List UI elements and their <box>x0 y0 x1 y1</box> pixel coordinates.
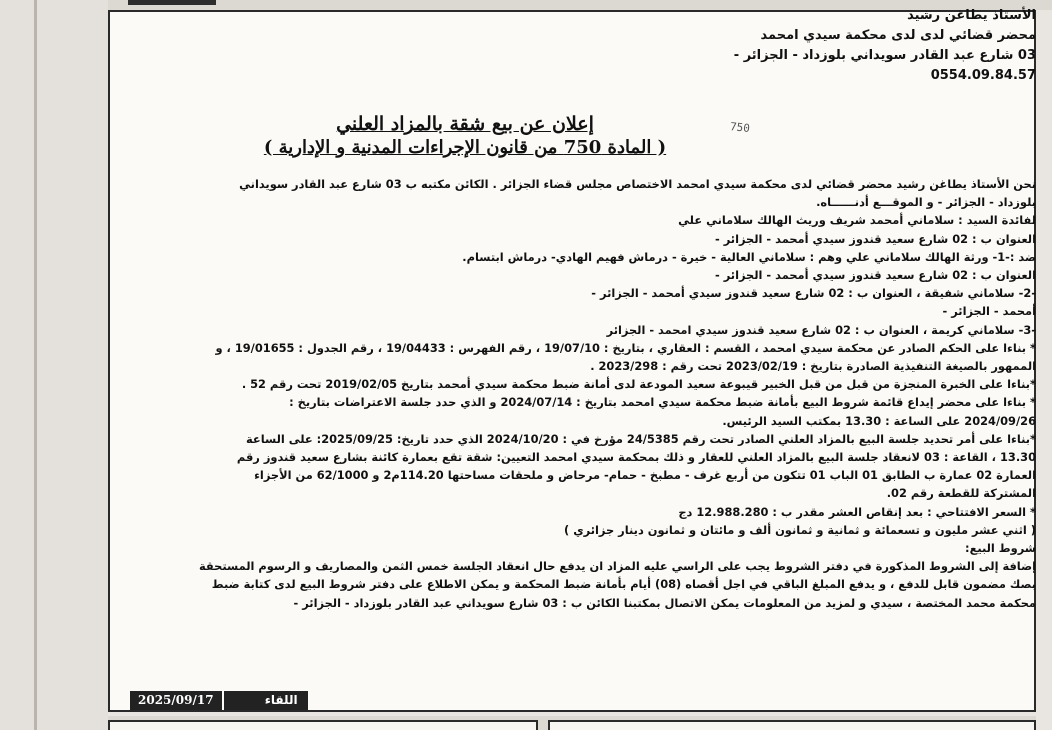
bailiff-address: 03 شارع عبد القادر سويداني بلوزداد - الجزائر - <box>733 48 1036 63</box>
page-fold-line <box>34 0 37 730</box>
next-notice-box-left <box>108 720 538 730</box>
body-line: 2024/09/26 على الساعة : 13.30 بمكتب السيد الرئيس. <box>722 413 1036 428</box>
body-line: شروط البيع: <box>965 541 1036 556</box>
body-line: المشتركة للقطعة رقم 02. <box>886 486 1036 501</box>
bailiff-header <box>476 6 1036 86</box>
body-line: العنوان ب : 02 شارع سعيد قندوز سيدي أمحمد - الجزائر - <box>715 231 1036 246</box>
body-line: ( اثني عشر مليون و تسعمائة و ثمانية و ثمانون ألف و مائتان و ثمانون دينار جزائري ) <box>564 522 1036 537</box>
body-line: *بناءا على الخبرة المنجزة من قبل من قبل الخبير قيبوعة سعيد المودعة لدى أمانة ضبط محكمة سيدي أمحمد بتاريخ 2019/02/05 تحت رقم 52 . <box>241 377 1036 392</box>
body-line: ضد :-1- ورثة الهالك سلاماني علي وهم : سلاماني العالية - خيرة - درماش فهيم الهادي- درماش ابتسام. <box>462 249 1036 264</box>
body-line: أمحمد - الجزائر - <box>942 304 1036 319</box>
body-line: العنوان ب : 02 شارع سعيد قندوز سيدي أمحمد - الجزائر - <box>715 268 1036 283</box>
notice-title-block <box>120 112 810 160</box>
bailiff-role: محضر قضائي لدى لدى محكمة سيدي امحمد <box>760 28 1036 43</box>
faded-stamp-number: 750 <box>729 119 751 136</box>
body-line: إضافة إلى الشروط المذكورة في دفتر الشروط يجب على الراسي عليه المزاد ان يدفع حال انعقاد الجلسة خمس الثمن والمصاريف و الرسوم المستحقة <box>199 559 1036 574</box>
body-line: نحن الأستاذ يطاغن رشيد محضر قضائي لدى محكمة سيدي امحمد الاختصاص مجلس قضاء الجزائر . الكائن مكتبه ب 03 شارع عبد القادر سويداني <box>239 177 1036 191</box>
next-notice-box-right <box>548 720 1036 730</box>
notice-body <box>124 175 1036 612</box>
body-line: بصك مضمون قابل للدفع ، و يدفع المبلغ الباقي في اجل أقصاه (08) أيام بأمانة ضبط المحكمة و يمكن الاطلاع على دفتر شروط البيع لدى كتابة ضبط <box>211 577 1036 592</box>
publication-date: 2025/09/17 <box>130 691 222 710</box>
body-line: * بناءا على محضر إيداع قائمة شروط البيع بأمانة ضبط محكمة سيدي امحمد بتاريخ : 2024/07/14 و الذي حدد جلسة الاعتراضات بتاريخ : <box>289 395 1036 410</box>
previous-notice-tab <box>128 0 216 5</box>
body-line: *بناءا على أمر تحديد جلسة البيع بالمزاد العلني الصادر تحت رقم 24/5385 مؤرخ في : 2024/10/20 الذي حدد تاريخ: 2025/09/25: على الساعة <box>246 431 1036 446</box>
body-line: لفائدة السيد : سلاماني أمحمد شريف وريث الهالك سلاماني علي <box>678 213 1036 228</box>
bailiff-phone: 0554.09.84.57 <box>930 68 1036 83</box>
body-line: الممهور بالصيغة التنفيذية الصادرة بتاريخ : 2023/02/19 تحت رقم : 2023/298 . <box>590 359 1036 374</box>
notice-title: إعلان عن بيع شقة بالمزاد العلني <box>336 113 594 135</box>
body-line: * السعر الافتتاحي : بعد إنقاص العشر مقدر ب : 12.988.280 دج <box>678 504 1036 519</box>
notice-subtitle: ( المادة 750 من قانون الإجراءات المدنية و الإدارية ) <box>263 137 667 158</box>
body-line: بلوزداد - الجزائر - و الموقـــع أدنــــــاه. <box>816 195 1036 210</box>
page-left-margin <box>0 0 108 730</box>
publication-footer <box>130 691 308 710</box>
body-line: العمارة 02 عمارة ب الطابق 01 الباب 01 تتكون من أربع غرف - مطبخ - حمام- مرحاض و ملحقات مساحتها 114.20م2 و 62/1000 من الأجزاء <box>254 468 1036 483</box>
newspaper-name: اللقاء <box>224 691 308 710</box>
body-line: محكمة محمد المختصة ، سيدي و لمزيد من المعلومات يمكن الاتصال بمكتبنا الكائن ب : 03 شارع سويداني عبد القادر بلوزداد - الجزائر - <box>293 595 1036 610</box>
body-line: * بناءا على الحكم الصادر عن محكمة سيدي امحمد ، القسم : العقاري ، بتاريخ : 19/07/10 ، رقم الفهرس : 19/04433 ، رقم الجدول : 19/01655 ، و <box>215 340 1036 355</box>
body-line: 13.30 ، القاعة : 03 لانعقاد جلسة البيع بالمزاد العلني للعقار و ذلك بمحكمة سيدي امحمد التعيين: شقة تقع بعمارة كائنة بشارع سعيد قندوز رقم <box>236 450 1036 465</box>
body-line: -3- سلاماني كريمة ، العنوان ب : 02 شارع سعيد قندوز سيدي امحمد - الجزائر <box>606 322 1036 337</box>
bailiff-name: الأستاذ يطاغن رشيد <box>907 8 1036 23</box>
body-line: -2- سلاماني شفيقة ، العنوان ب : 02 شارع سعيد قندوز سيدي أمحمد - الجزائر - <box>591 286 1036 301</box>
